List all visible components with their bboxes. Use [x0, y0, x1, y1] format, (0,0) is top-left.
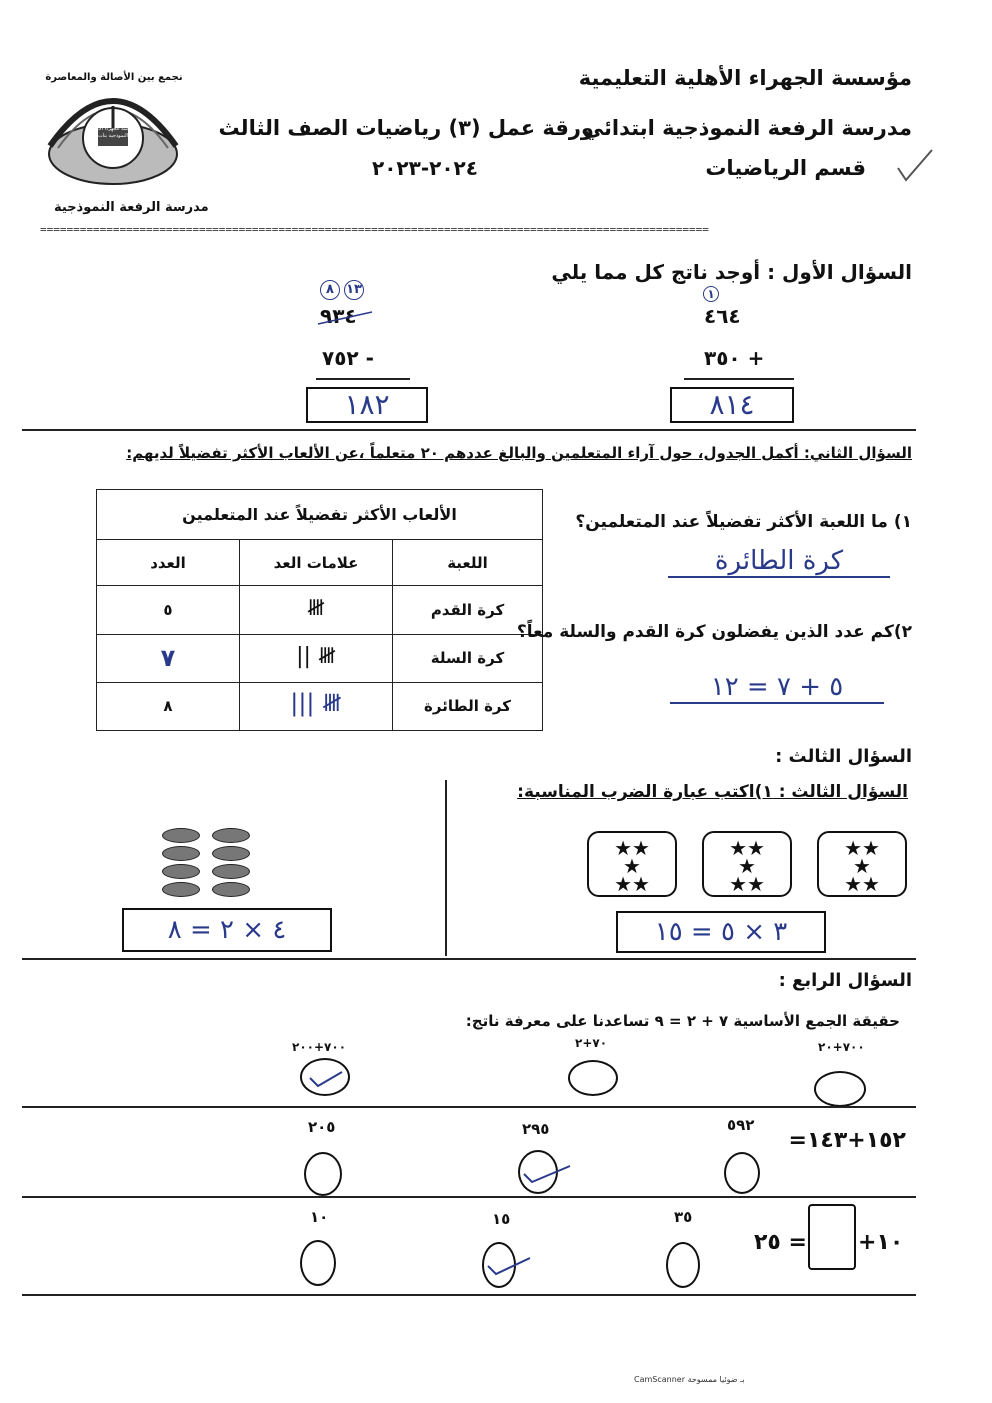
- q3-discs-answer: ٤ × ٢ = ٨: [167, 915, 287, 945]
- disc-icon: [162, 828, 200, 843]
- q3-discs-answer-box[interactable]: [122, 908, 332, 952]
- q1-add-answer-box[interactable]: [670, 387, 794, 423]
- q4-row2-option: ٢٠٥: [308, 1118, 336, 1136]
- tally-row-marks-text: 𝍸 ||: [296, 644, 336, 670]
- q1-add-carry: ١: [703, 286, 719, 302]
- q4-row3-option: ١٠: [310, 1208, 329, 1226]
- logo-motto: نجمع بين الأصالة والمعاصرة: [45, 72, 183, 83]
- tally-row-marks[interactable]: [240, 682, 393, 730]
- disc-icon: [212, 828, 250, 843]
- logo-inner-text: مدرسة الجهراء الأهلية النموذجية بنات: [90, 126, 136, 139]
- q2-answer-1[interactable]: كرة الطائرة: [668, 546, 890, 578]
- tally-table: [96, 489, 543, 731]
- star-group: ★★ ★ ★★: [817, 831, 907, 897]
- school-year: ٢٠٢٤-٢٠٢٣: [372, 156, 478, 180]
- q1-add-line: [684, 378, 794, 380]
- tally-row-count: ٥: [97, 586, 240, 634]
- tally-row-marks-text: 𝍸 |||: [290, 688, 342, 717]
- divider-bottom: [22, 1294, 916, 1296]
- q4-row3-option: ١٥: [492, 1210, 511, 1228]
- school-name: مدرسة الرفعة النموذجية ابتدائي: [582, 116, 912, 140]
- tally-row-marks: [240, 634, 393, 682]
- tally-row-game: كرة الطائرة: [393, 682, 543, 730]
- q4-row2-choice[interactable]: [724, 1152, 760, 1194]
- tally-row-count[interactable]: ٧: [97, 634, 240, 682]
- q1-sub-borrow-a: ٨: [320, 280, 340, 300]
- q3-stars-answer: ٣ × ٥ = ١٥: [654, 917, 788, 947]
- q4-row2-option: ٢٩٥: [522, 1120, 550, 1138]
- q1-add-answer: ٨١٤: [709, 388, 755, 421]
- institution-name: مؤسسة الجهراء الأهلية التعليمية: [578, 66, 912, 90]
- q4-row3-choice[interactable]: [300, 1240, 336, 1286]
- q4-row3-expression-a: ١٠+: [858, 1230, 904, 1255]
- q2-title: السؤال الثاني: أكمل الجدول، حول آراء المتعلمين والبالغ عددهم ٢٠ متعلماً ،عن الألعاب الأكثر تفضيلاً لديهم:: [126, 444, 912, 462]
- q3-stars-answer-box[interactable]: [616, 911, 826, 953]
- scanner-watermark: CamScanner بـ ضوئيا ممسوحة: [634, 1375, 745, 1384]
- q4-row2-choice[interactable]: [304, 1152, 342, 1196]
- worksheet-title: ورقة عمل (٣) رياضيات الصف الثالث: [218, 116, 594, 140]
- divider-q4-row2: [22, 1196, 916, 1198]
- check-mark-icon: [518, 1160, 574, 1188]
- tally-header-count: العدد: [97, 540, 240, 586]
- q1-sub-answer-box[interactable]: [306, 387, 428, 423]
- q1-sub-top: ٩٣٤: [320, 304, 357, 328]
- disc-icon: [162, 846, 200, 861]
- check-mark-icon: [306, 1064, 346, 1090]
- q4-row3-option: ٣٥: [674, 1208, 693, 1226]
- department-name: قسم الرياضيات: [705, 156, 866, 180]
- q4-row3-expression-b: = ٢٥: [754, 1230, 807, 1255]
- tally-header-marks: علامات العد: [240, 540, 393, 586]
- q4-row1-option: ٧٠٠+٢٠: [818, 1040, 865, 1054]
- q4-row3-blank-box[interactable]: [808, 1204, 856, 1270]
- q3-subtitle: السؤال الثالث : ١)اكتب عبارة الضرب المناسبة:: [517, 782, 908, 802]
- star-group: ★★ ★ ★★: [587, 831, 677, 897]
- tally-row-marks-text: 𝍸: [307, 595, 325, 621]
- q1-sub-bottom: ٧٥٢ -: [322, 346, 374, 370]
- tally-row-game: كرة القدم: [393, 586, 543, 634]
- q1-title: السؤال الأول : أوجد ناتج كل مما يلي: [551, 260, 912, 284]
- q1-add-bottom: ٣٥٠ +: [704, 346, 765, 370]
- q4-row3-choice[interactable]: [666, 1242, 700, 1288]
- q4-row1-choice[interactable]: [568, 1060, 618, 1096]
- q1-sub-strike-icon: [316, 306, 376, 326]
- q4-title: السؤال الرابع :: [778, 970, 912, 991]
- logo-caption: مدرسة الرفعة النموذجية: [54, 200, 209, 215]
- tally-row-count: ٨: [97, 682, 240, 730]
- q3-title: السؤال الثالث :: [775, 746, 912, 767]
- disc-icon: [162, 882, 200, 897]
- q2-question-1: ١) ما اللعبة الأكثر تفضيلاً عند المتعلمين؟: [575, 512, 912, 532]
- divider-q4-row1: [22, 1106, 916, 1108]
- q2-question-2: ٢)كم عدد الذين يفضلون كرة القدم والسلة معاً؟: [516, 622, 912, 642]
- q1-sub-line: [316, 378, 410, 380]
- q1-sub-answer: ١٨٢: [344, 388, 390, 421]
- tally-table-title: الألعاب الأكثر تفضيلاً عند المتعلمين: [97, 490, 543, 540]
- tally-header-game: اللعبة: [393, 540, 543, 586]
- q4-row1-option: ٧٠+٢: [575, 1036, 608, 1050]
- divider-q3: [22, 958, 916, 960]
- disc-icon: [212, 864, 250, 879]
- q4-row2-option: ٥٩٢: [727, 1116, 755, 1134]
- q4-fact: حقيقة الجمع الأساسية ٧ + ٢ = ٩ تساعدنا على معرفة ناتج:: [465, 1012, 900, 1030]
- star-group: ★★ ★ ★★: [702, 831, 792, 897]
- disc-icon: [162, 864, 200, 879]
- school-logo: [28, 66, 198, 198]
- check-mark-icon: [484, 1250, 534, 1280]
- q4-row2-expression: ١٥٢+١٤٣=: [788, 1128, 906, 1153]
- header-separator: =====================================================================================================: [40, 224, 709, 236]
- divider-q1: [22, 429, 916, 431]
- q1-add-top: ٤٦٤: [704, 304, 741, 328]
- check-mark-icon: [896, 146, 936, 186]
- disc-icon: [212, 882, 250, 897]
- disc-icon: [212, 846, 250, 861]
- q3-vertical-divider: [445, 780, 447, 956]
- tally-row-game: كرة السلة: [393, 634, 543, 682]
- tally-row-marks: [240, 586, 393, 634]
- q2-answer-2[interactable]: ٥ + ٧ = ١٢: [670, 672, 884, 704]
- q4-row1-choice[interactable]: [814, 1071, 866, 1107]
- q4-row1-option: ٧٠٠+٢٠٠: [292, 1040, 347, 1054]
- q1-sub-borrow-b: ١٣: [344, 280, 364, 300]
